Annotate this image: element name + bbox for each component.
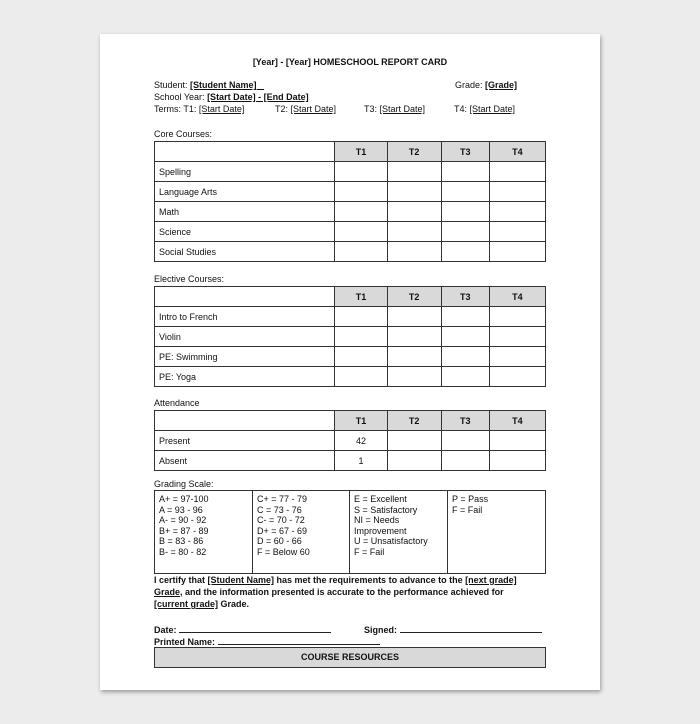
attendance-cell[interactable]: [489, 431, 545, 451]
grade-cell[interactable]: [387, 307, 441, 327]
certification-statement: [154, 574, 546, 610]
t4-line: [454, 104, 515, 114]
grade-cell[interactable]: [335, 202, 387, 222]
scale-entry: B+ = 87 - 89: [159, 525, 209, 536]
attendance-label: Attendance: [154, 398, 200, 408]
t1-date-field[interactable]: [Start Date]: [198, 104, 245, 114]
grade-cell[interactable]: [489, 307, 545, 327]
table-row: [155, 162, 546, 182]
grade-cell[interactable]: [441, 222, 489, 242]
course-name: Science: [155, 222, 335, 242]
grade-cell[interactable]: [441, 162, 489, 182]
header-t3: T3: [441, 287, 489, 307]
scale-entry: F = Below 60: [257, 546, 310, 557]
grade-cell[interactable]: [441, 367, 489, 387]
page-title: [Year] - [Year] HOMESCHOOL REPORT CARD: [252, 57, 448, 67]
attendance-cell[interactable]: [441, 431, 489, 451]
attendance-cell[interactable]: 42: [335, 431, 387, 451]
grade-cell[interactable]: [441, 182, 489, 202]
report-card-page: [100, 34, 600, 690]
grade-cell[interactable]: [489, 367, 545, 387]
grade-cell[interactable]: [441, 327, 489, 347]
t2-date-field[interactable]: [Start Date]: [290, 104, 337, 114]
scale-entry: Improvement: [354, 525, 407, 536]
grading-col-marks: [350, 491, 448, 573]
grade-line: [455, 80, 517, 90]
table-row: [155, 451, 546, 471]
scale-entry: A = 93 - 96: [159, 504, 203, 515]
header-t1: T1: [335, 142, 387, 162]
certify-next-grade-suffix: Grade: [154, 587, 181, 597]
scale-entry: E = Excellent: [354, 494, 407, 504]
scale-entry: P = Pass: [452, 494, 489, 504]
terms-line: [154, 104, 244, 114]
scale-entry: NI = Needs: [354, 515, 400, 525]
attendance-row-label: Present: [155, 431, 335, 451]
scale-entry: D = 60 - 66: [257, 536, 302, 546]
core-courses-label: Core Courses:: [154, 129, 213, 139]
grade-cell[interactable]: [335, 222, 387, 242]
date-input-line[interactable]: [179, 623, 331, 633]
grade-cell[interactable]: [387, 242, 441, 262]
header-t4: T4: [489, 287, 545, 307]
grade-cell[interactable]: [489, 162, 545, 182]
grade-cell[interactable]: [489, 347, 545, 367]
t3-line: [364, 104, 425, 114]
school-year-field[interactable]: [Start Date] - [End Date]: [207, 92, 309, 102]
scale-entry: F = Fail: [354, 546, 385, 557]
header-t2: T2: [387, 411, 441, 431]
grading-col-letter-a-b: [155, 491, 253, 573]
printed-name-input-line[interactable]: [218, 635, 380, 645]
grade-cell[interactable]: [489, 222, 545, 242]
date-line: [154, 623, 331, 635]
school-year-label: School Year:: [154, 92, 205, 102]
scale-entry: C = 73 - 76: [257, 504, 302, 515]
grade-cell[interactable]: [387, 222, 441, 242]
certify-text: , and the information presented is accurate to the performance achieved for: [180, 587, 504, 597]
attendance-table: [154, 410, 546, 471]
attendance-cell[interactable]: [387, 451, 441, 471]
t4-label: T4:: [454, 104, 468, 114]
certify-student-field[interactable]: [Student Name]: [207, 575, 275, 585]
certify-text: I certify that: [154, 575, 208, 585]
scale-entry: A- = 90 - 92: [159, 515, 207, 525]
scale-entry: U = Unsatisfactory: [354, 536, 428, 546]
table-row: [155, 367, 546, 387]
header-t4: T4: [489, 142, 545, 162]
table-row: [155, 182, 546, 202]
course-name: Math: [155, 202, 335, 222]
grading-col-pass-fail: [448, 491, 545, 573]
attendance-cell[interactable]: [387, 431, 441, 451]
elective-courses-label: Elective Courses:: [154, 274, 225, 284]
scale-entry: C- = 70 - 72: [257, 515, 305, 525]
signed-label: Signed:: [364, 625, 397, 635]
grade-cell[interactable]: [489, 182, 545, 202]
table-row: [155, 347, 546, 367]
school-year-line: [154, 92, 309, 102]
date-label: Date:: [154, 625, 177, 635]
attendance-row-label: Absent: [155, 451, 335, 471]
t4-date-field[interactable]: [Start Date]: [469, 104, 516, 114]
header-t1: T1: [335, 287, 387, 307]
grade-cell[interactable]: [441, 242, 489, 262]
header-t2: T2: [387, 287, 441, 307]
attendance-cell[interactable]: [489, 451, 545, 471]
scale-entry: B- = 80 - 82: [159, 546, 207, 557]
grade-cell[interactable]: [335, 182, 387, 202]
grade-cell[interactable]: [441, 347, 489, 367]
certify-current-grade-field[interactable]: [current grade]: [154, 599, 219, 609]
course-name: Language Arts: [155, 182, 335, 202]
grade-cell[interactable]: [335, 347, 387, 367]
printed-name-line: [154, 635, 380, 647]
grade-field[interactable]: [Grade]: [485, 80, 518, 90]
grade-cell[interactable]: [489, 327, 545, 347]
course-name: Social Studies: [155, 242, 335, 262]
attendance-cell[interactable]: 1: [335, 451, 387, 471]
t2-label: T2:: [275, 104, 289, 114]
grade-cell[interactable]: [335, 367, 387, 387]
grade-cell[interactable]: [387, 327, 441, 347]
grade-cell[interactable]: [387, 162, 441, 182]
table-row: [155, 431, 546, 451]
grade-cell[interactable]: [335, 162, 387, 182]
course-name: PE: Swimming: [155, 347, 335, 367]
table-row: [155, 202, 546, 222]
grade-cell[interactable]: [387, 347, 441, 367]
signature-input-line[interactable]: [400, 623, 542, 633]
course-name: PE: Yoga: [155, 367, 335, 387]
course-name: Spelling: [155, 162, 335, 182]
scale-entry: F = Fail: [452, 504, 483, 515]
scale-entry: A+ = 97-100: [159, 494, 209, 504]
table-row: [155, 307, 546, 327]
grade-cell[interactable]: [387, 182, 441, 202]
grade-cell[interactable]: [335, 327, 387, 347]
scale-entry: C+ = 77 - 79: [257, 494, 308, 504]
grade-cell[interactable]: [335, 307, 387, 327]
table-row: [155, 327, 546, 347]
grade-cell[interactable]: [489, 202, 545, 222]
student-label: Student:: [154, 80, 188, 90]
t2-line: [275, 104, 336, 114]
table-header-blank: [155, 142, 335, 162]
elective-courses-table: [154, 286, 546, 387]
header-t1: T1: [335, 411, 387, 431]
student-name-field[interactable]: [Student Name]: [190, 80, 257, 90]
t3-label: T3:: [364, 104, 378, 114]
certify-text: Grade.: [218, 599, 250, 609]
table-header-blank: [155, 411, 335, 431]
printed-name-label: Printed Name:: [154, 637, 216, 647]
scale-entry: D+ = 67 - 69: [257, 525, 308, 536]
grade-cell[interactable]: [335, 242, 387, 262]
scale-entry: S = Satisfactory: [354, 504, 418, 515]
grade-cell[interactable]: [387, 202, 441, 222]
grade-label: Grade:: [455, 80, 483, 90]
scale-entry: B = 83 - 86: [159, 536, 204, 546]
header-t3: T3: [441, 142, 489, 162]
signed-line: [364, 623, 542, 635]
grade-cell[interactable]: [387, 367, 441, 387]
grading-scale-box: [154, 490, 546, 574]
attendance-cell[interactable]: [441, 451, 489, 471]
grade-cell[interactable]: [441, 307, 489, 327]
header-t3: T3: [441, 411, 489, 431]
certify-text: has met the requirements to advance to the: [274, 575, 466, 585]
grading-col-letter-c-f: [253, 491, 350, 573]
grade-cell[interactable]: [489, 242, 545, 262]
core-courses-table: [154, 141, 546, 262]
terms-label: Terms: T1:: [154, 104, 197, 114]
grading-scale-label: Grading Scale:: [154, 479, 214, 489]
course-name: Intro to French: [155, 307, 335, 327]
table-row: [155, 242, 546, 262]
header-t4: T4: [489, 411, 545, 431]
course-resources-header: COURSE RESOURCES: [154, 647, 546, 668]
student-line: [154, 80, 264, 90]
header-t2: T2: [387, 142, 441, 162]
table-row: [155, 222, 546, 242]
table-header-blank: [155, 287, 335, 307]
course-name: Violin: [155, 327, 335, 347]
t3-date-field[interactable]: [Start Date]: [379, 104, 426, 114]
certify-next-grade-field[interactable]: [next grade]: [465, 575, 517, 585]
grade-cell[interactable]: [441, 202, 489, 222]
